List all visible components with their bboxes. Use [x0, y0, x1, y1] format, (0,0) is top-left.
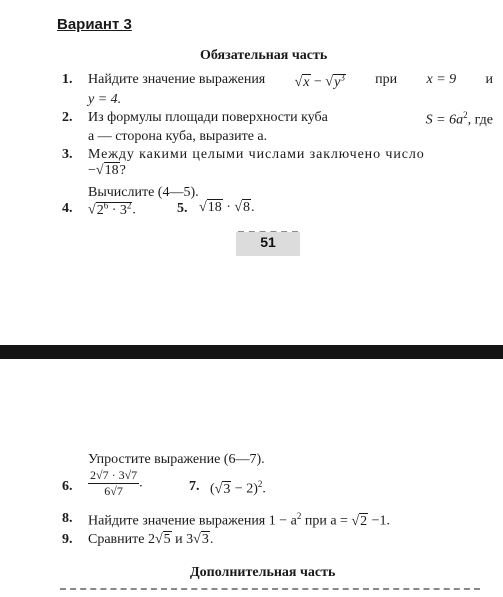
task-4-expression: $√2^6 \cdot 3^2$.: [88, 200, 136, 218]
task-2-line-1: Из формулы площади поверхности куба $S = 6a^2$, где: [88, 110, 493, 128]
task-3-line-1: Между какими целыми числами заключено число: [88, 147, 425, 162]
task-3-line-2: −√18?: [88, 163, 126, 178]
task-6-expression: $\frac{2√7 \cdot 3√7}{6√7}$ .: [90, 468, 143, 498]
task-8-number: 8.: [62, 511, 73, 526]
section-extra-heading: Дополнительная часть: [190, 565, 336, 580]
compute-instruction: Вычислите (4—5).: [88, 185, 199, 200]
task-1-number: 1.: [62, 72, 73, 87]
task-2-line-2: a — сторона куба, выразите a.: [88, 129, 268, 144]
task-7-expression: $(√3 - 2)^2$.: [210, 479, 266, 497]
variant-title: Вариант 3: [57, 16, 132, 33]
task-1-cond-x: x = 9: [426, 72, 457, 87]
simplify-instruction: Упростите выражение (6—7).: [88, 452, 265, 467]
task-4-number: 4.: [62, 201, 73, 216]
task-1-text: Найдите значение выражения: [88, 72, 266, 87]
task-3-number: 3.: [62, 147, 73, 162]
page-number: 51: [260, 234, 276, 250]
task-1-cond-y: y = 4.: [88, 92, 122, 107]
page-divider: [0, 345, 503, 359]
task-1-and: и: [485, 72, 493, 87]
task-2-formula: $S = 6a^2$, где: [425, 110, 493, 128]
task-7-number: 7.: [189, 479, 200, 494]
task-2-number: 2.: [62, 110, 73, 125]
task-8-expression: Найдите значение выражения $1 - a^2$ при a = √2 −1.: [88, 511, 391, 529]
task-9-number: 9.: [62, 532, 73, 547]
task-1-expression: $√x - √y^3$: [294, 72, 345, 90]
task-1-line-1: [88, 72, 493, 91]
cut-off-text-line: [60, 588, 480, 594]
task-9-expression: Сравните 2√5 и 3√3.: [88, 532, 214, 547]
task-5-number: 5.: [177, 201, 188, 216]
task-1-when: при: [375, 72, 398, 87]
task-5-expression: √18 · √8.: [199, 200, 255, 215]
section-required-heading: Обязательная часть: [200, 48, 328, 63]
task-6-number: 6.: [62, 479, 73, 494]
